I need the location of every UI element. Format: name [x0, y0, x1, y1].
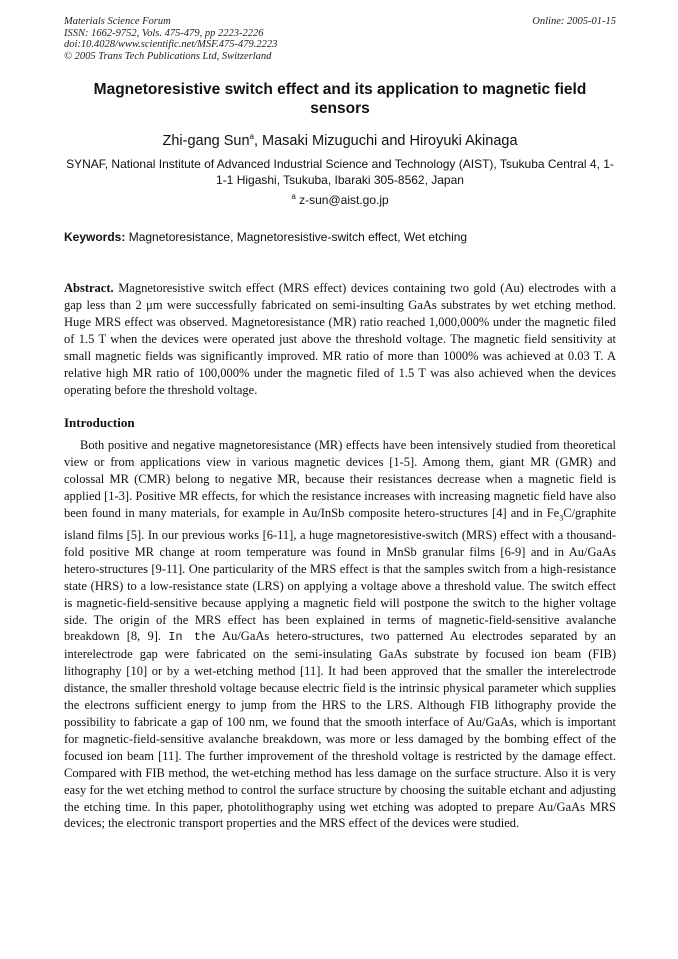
contact-email [64, 192, 616, 208]
other-authors: , Masaki Mizuguchi and Hiroyuki Akinaga [253, 133, 518, 149]
intro-text-part-a: Both positive and negative magnetoresistance (MR) effects have been intensively studied from theoretical view or from applications view in various magnetic devices [1-5]. Among them, giant MR (GMR) and colossal MR (CMR) belong to negative MR, because their resistances decrease when a magnetic field is applied [1-3]. Positive MR effects, for which the resistance increases with increasing magnetic field have also been found in many materials, for example in Au/InSb composite hetero-structures [4] and in Fe [64, 438, 616, 520]
keywords-text: Magnetoresistance, Magnetoresistive-switch effect, Wet etching [125, 230, 468, 244]
author-list [64, 132, 616, 150]
intro-subscript: 3 [559, 513, 564, 523]
introduction-paragraph [64, 437, 616, 832]
email-affil-mark: a [291, 192, 296, 201]
intro-mono-fragment: In the [168, 630, 216, 645]
abstract-label: Abstract. [64, 281, 114, 295]
section-heading-introduction: Introduction [64, 415, 135, 430]
paper-title: Magnetoresistive switch effect and its application to magnetic field sensors [93, 81, 587, 117]
abstract [64, 280, 616, 399]
issn-line: ISSN: 1662-9752, Vols. 475-479, pp 2223-2226 [64, 27, 264, 39]
doi-line[interactable]: doi:10.4028/www.scientific.net/MSF.475-479.2223 [64, 39, 278, 50]
abstract-text: Magnetoresistive switch effect (MRS effect) devices containing two gold (Au) electrodes with a gap less than 2 μm were successfully fabricated on semi-insulting GaAs substrates by wet etching method. Huge MRS effect was observed. Magnetoresistance (MR) ratio reached 1,000,000% under the magnetic filed of 1.5 T when the devices were operated just above the threshold voltage. The magnetic field sensitivity at small magnetic fields was significantly improved. MR ratio of more than 1000% was achieved at 0.03 T. A relative high MR ratio of 100,000% under the magnetic filed of 1.5 T was also achieved when the devices operating before the threshold voltage. [64, 281, 616, 397]
first-author: Zhi-gang Sun [162, 133, 250, 149]
email-address[interactable]: z-sun@aist.go.jp [295, 193, 389, 207]
journal-name: Materials Science Forum [64, 16, 171, 27]
journal-header [64, 16, 616, 62]
keywords-label: Keywords: [64, 230, 126, 244]
intro-text-part-c: Au/GaAs hetero-structures, two patterned Au electrodes separated by an interelectrode gap were fabricated on the semi-insulating GaAs substrate by focused ion beam (FIB) lithography [10] or by a wet-etching method [11]. It had been approved that the smaller the interelectrode distance, the smaller threshold voltage because electric field is the intrinsic physical parameter which supplies the electrons sufficient energy to jump from the HRS to the LRS. Although FIB lithography provide the possibility to fabricate a gap of 100 nm, we found that the smooth interface of Au/GaAs, which is important for magnetic-field-sensitive avalanche breakdown, was more or less damaged by the bombing effect of the focused ion beam [11]. The further improvement of the threshold voltage is restricted by the damage effect. Compared with FIB method, the wet-etching method has less damage on the surface structure. Also it is very easy for the wet etching method to control the surface structure by choosing the suitable etchant and adjusting the etching time. In this paper, photolithography using wet etching was adopted to prepare Au/GaAs MRS devices; the electronic transport properties and the MRS effect of the devices were studied. [64, 629, 616, 831]
first-author-affil-mark: a [249, 132, 254, 142]
affiliation: SYNAF, National Institute of Advanced Industrial Science and Technology (AIST), Tsukuba Central 4, 1-1-1 Higashi, Tsukuba, Ibaraki 305-8562, Japan [66, 157, 614, 187]
copyright-line: © 2005 Trans Tech Publications Ltd, Switzerland [64, 50, 272, 62]
intro-text-part-b: C/graphite island films [5]. In our previous works [6-11], a huge magnetoresistive-switch (MRS) effect with a thousand-fold positive MR change at room temperature was found in MnSb granular films [6-9] and in Au/GaAs hetero-structures [9-11]. One particularity of the MRS effect is that the samples switch from a high-resistance state (HRS) to a low-resistance state (LRS) on applying a voltage above a threshold value. The switch effect is magnetic-field-sensitive because applying a magnetic field will postpone the switch to the higher voltage side. The origin of the MRS effect has been explained in terms of magnetic-field-sensitive avalanche breakdown [8, 9]. [64, 505, 616, 644]
online-date: Online: 2005-01-15 [532, 16, 616, 27]
keywords [64, 229, 616, 245]
